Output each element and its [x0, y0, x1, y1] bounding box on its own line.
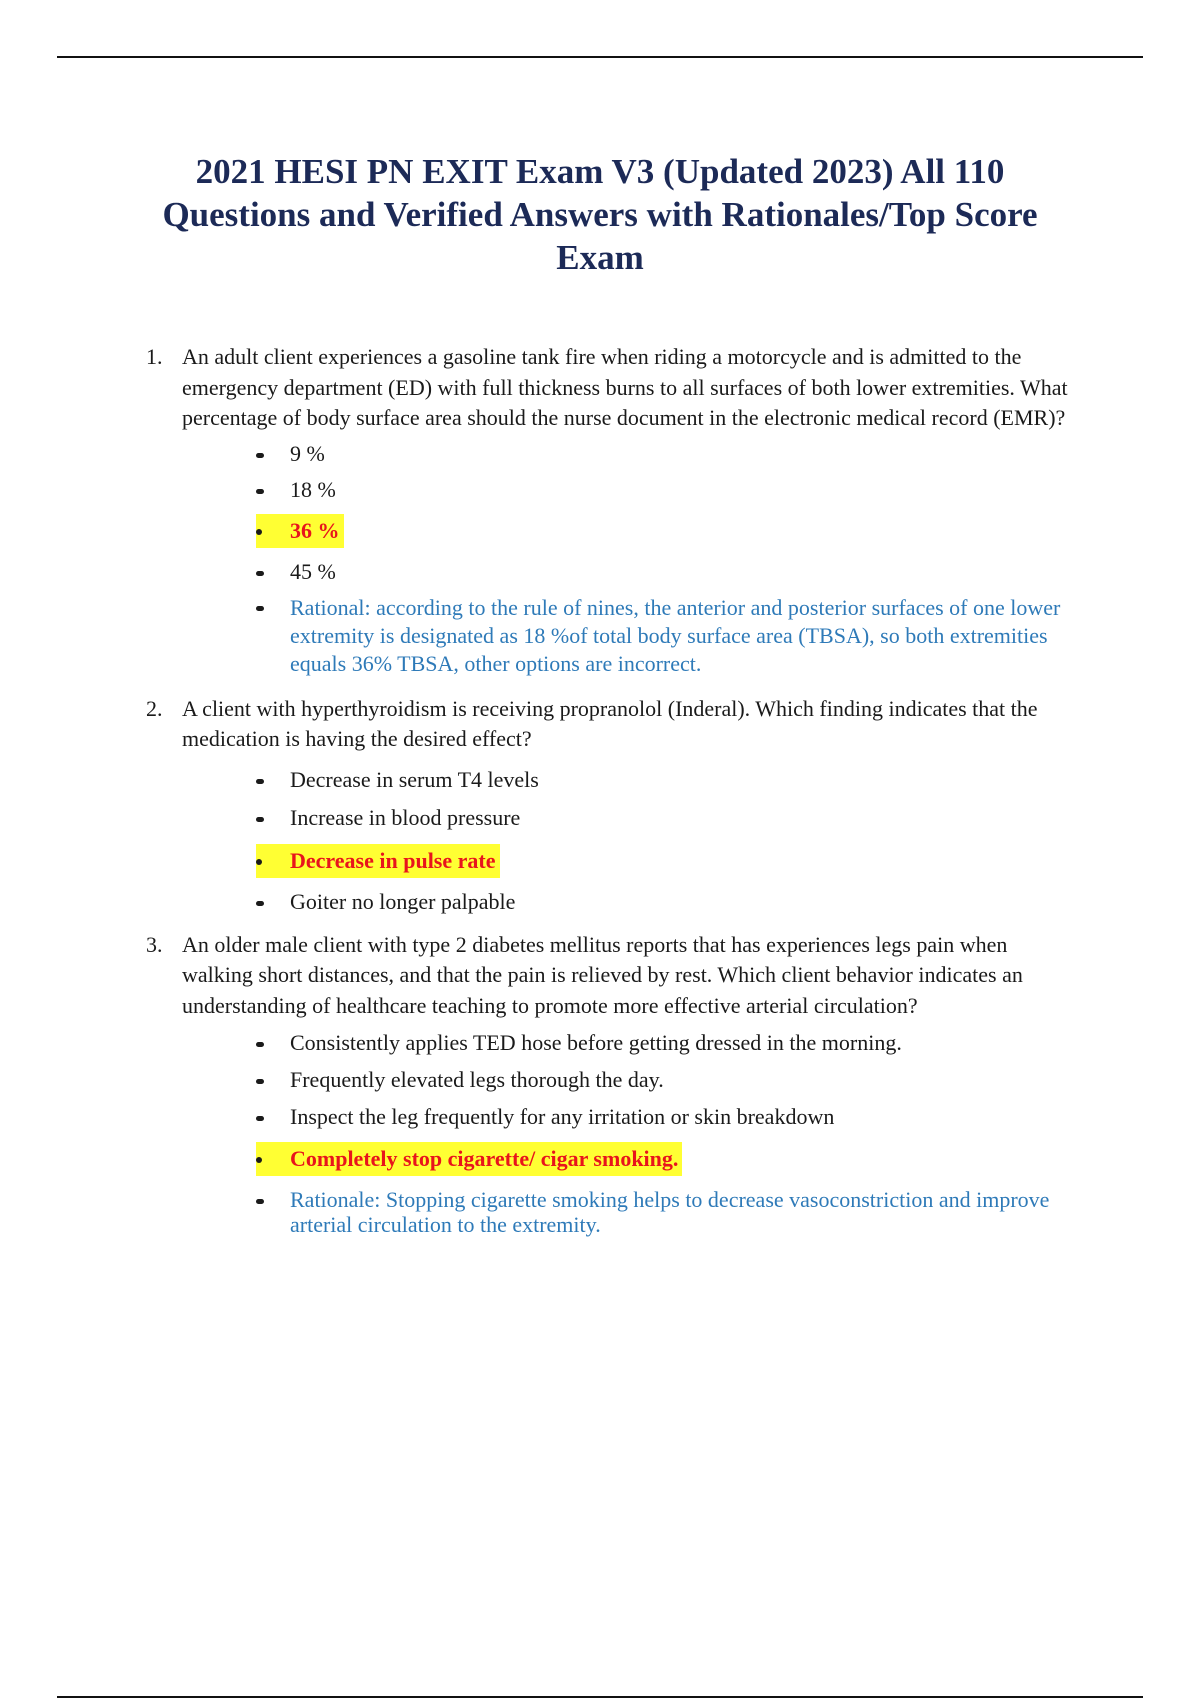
bullet-icon [256, 1042, 264, 1047]
question-1 [0, 342, 1200, 694]
option-text: Decrease in serum T4 levels [290, 766, 539, 792]
bottom-rule [57, 1696, 1143, 1698]
bullet-icon [256, 571, 264, 576]
option-list [0, 440, 1200, 694]
option-item [256, 558, 1200, 594]
correct-answer-highlight: Completely stop cigarette/ cigar smoking. [256, 1142, 682, 1176]
correct-answer-highlight: Decrease in pulse rate [256, 844, 500, 878]
option-list [0, 766, 1200, 928]
rationale-item [256, 594, 1200, 694]
correct-option-item [256, 514, 1200, 558]
bullet-icon [256, 1199, 264, 1204]
option-text: Goiter no longer palpable [290, 888, 516, 914]
option-item [256, 1066, 1200, 1103]
bullet-icon [256, 529, 262, 535]
rationale-item [256, 1187, 1200, 1247]
question-text: An adult client experiences a gasoline tank fire when riding a motorcycle and is admitted to the emergency department (ED) with full thickness burns to all surfaces of both lower extremities. What percentage of body surface area should the nurse document in the electronic medical record (EMR)? [182, 344, 1068, 430]
bullet-icon [256, 453, 264, 458]
bullet-icon [256, 779, 264, 784]
question-number: 3. [146, 931, 163, 957]
option-list [0, 1029, 1200, 1247]
bullet-icon [256, 901, 264, 906]
bullet-icon [256, 1116, 264, 1121]
question-number: 1. [146, 344, 163, 369]
bullet-icon [256, 817, 264, 822]
correct-answer-highlight: 36 % [256, 514, 344, 548]
bullet-icon [256, 859, 262, 865]
correct-option-item [256, 844, 1200, 888]
document-title: 2021 HESI PN EXIT Exam V3 (Updated 2023) All 110 Questions and Verified Answers with Rationales/Top Score Exam [162, 152, 1038, 277]
option-item [256, 766, 1200, 804]
question-text: An older male client with type 2 diabetes mellitus reports that has experiences legs pain when walking short distances, and that the pain is relieved by rest. Which client behavior indicates an understanding of healthcare teaching to promote more effective arterial circulation? [182, 931, 1023, 1018]
correct-option-item [256, 1142, 1200, 1187]
top-rule [57, 56, 1143, 58]
option-item [256, 476, 1200, 514]
option-item [256, 440, 1200, 476]
bullet-icon [256, 606, 264, 611]
option-text: Frequently elevated legs thorough the day. [290, 1067, 664, 1092]
option-text: 45 % [290, 558, 336, 584]
option-text: 18 % [290, 476, 336, 502]
option-item [256, 888, 1200, 928]
option-item [256, 804, 1200, 844]
bullet-icon [256, 489, 264, 494]
question-number: 2. [146, 695, 163, 721]
question-2 [0, 694, 1200, 928]
option-text: Increase in blood pressure [290, 804, 521, 830]
bullet-icon [256, 1079, 264, 1084]
question-3 [0, 930, 1200, 1248]
rationale-text: Rationale: Stopping cigarette smoking helps to decrease vasoconstriction and improve arterial circulation to the extremity. [290, 1187, 1050, 1237]
option-text: 9 % [290, 440, 325, 466]
option-text: Consistently applies TED hose before getting dressed in the morning. [290, 1030, 902, 1055]
option-item [256, 1029, 1200, 1066]
question-list [0, 342, 1200, 1247]
bullet-icon [256, 1157, 262, 1163]
option-item [256, 1103, 1200, 1142]
option-text: Inspect the leg frequently for any irritation or skin breakdown [290, 1104, 835, 1129]
question-text: A client with hyperthyroidism is receiving propranolol (Inderal). Which finding indicates that the medication is having the desired effect? [182, 695, 1038, 751]
rationale-text: Rational: according to the rule of nines, the anterior and posterior surfaces of one lower extremity is designated as 18 %of total body surface area (TBSA), so both extremities equals 36% TBSA, other options are incorrect. [290, 594, 1061, 676]
